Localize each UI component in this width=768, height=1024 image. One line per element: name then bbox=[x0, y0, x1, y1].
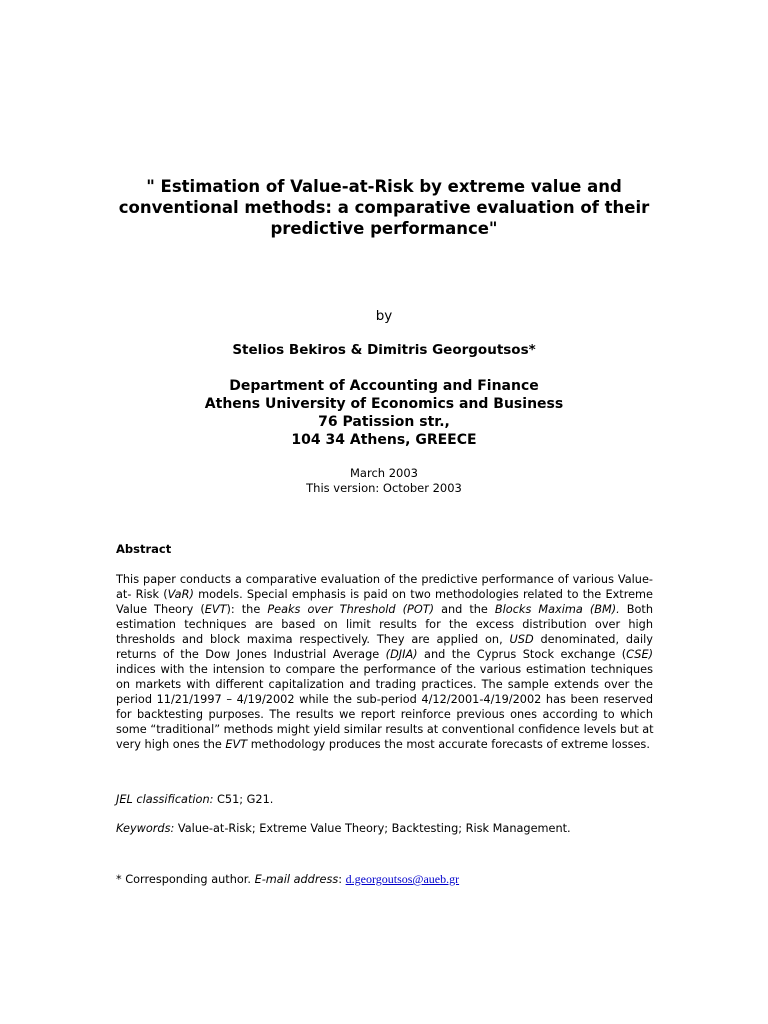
paper-title-line-3: predictive performance" bbox=[270, 219, 498, 238]
abstract-line: at- Risk (VaR) models. Special emphasis is paid on two methodologies related to the Extreme bbox=[116, 588, 653, 601]
abstract-line: for backtesting purposes. The results we report reinforce previous ones according to which bbox=[116, 708, 653, 721]
affiliation-department: Department of Accounting and Finance bbox=[229, 378, 539, 394]
keywords-label: Keywords: bbox=[116, 822, 175, 835]
abstract-line: period 11/21/1997 – 4/19/2002 while the sub-period 4/12/2001-4/19/2002 has been reserved bbox=[116, 693, 653, 706]
by-label: by bbox=[375, 308, 393, 324]
affiliation-city: 104 34 Athens, GREECE bbox=[291, 432, 477, 448]
abstract-line: This paper conducts a comparative evaluation of the predictive performance of various Value- bbox=[116, 573, 653, 586]
email-label: E-mail address bbox=[254, 873, 339, 886]
abstract-line: returns of the Dow Jones Industrial Average (DJIA) and the Cyprus Stock exchange (CSE) bbox=[116, 648, 653, 661]
abstract-body bbox=[116, 572, 653, 752]
keywords-value: Value-at-Risk; Extreme Value Theory; Backtesting; Risk Management. bbox=[174, 822, 571, 835]
corresponding-author-footnote bbox=[116, 872, 459, 887]
dates bbox=[0, 466, 768, 496]
keywords bbox=[116, 822, 571, 835]
abstract-heading: Abstract bbox=[116, 542, 172, 556]
abstract-line: Value Theory (EVT): the Peaks over Threshold (POT) and the Blocks Maxima (BM). Both bbox=[116, 603, 654, 616]
date-original: March 2003 bbox=[350, 466, 418, 480]
authors: Stelios Bekiros & Dimitris Georgoutsos* bbox=[232, 342, 536, 358]
abstract-line: estimation techniques are based on limit results for the excess distribution over high bbox=[116, 618, 653, 631]
footnote-colon: : bbox=[338, 873, 346, 886]
paper-title-line-1: " Estimation of Value-at-Risk by extreme value and bbox=[146, 177, 622, 196]
jel-classification bbox=[116, 793, 273, 806]
date-version: This version: October 2003 bbox=[306, 481, 462, 495]
abstract-line: thresholds and block maxima respectively. They are applied on, USD denominated, daily bbox=[116, 633, 653, 646]
affiliation bbox=[0, 377, 768, 449]
affiliation-university: Athens University of Economics and Business bbox=[204, 396, 564, 412]
abstract-line: on markets with different capitalization and trading practices. The sample extends over the bbox=[116, 678, 653, 691]
paper-title-line-2: conventional methods: a comparative evaluation of their bbox=[118, 198, 650, 217]
footnote-prefix: * Corresponding author. bbox=[116, 873, 255, 886]
email-link[interactable]: d.georgoutsos@aueb.gr bbox=[345, 872, 460, 886]
paper-title bbox=[100, 176, 668, 239]
abstract-line: some “traditional” methods might yield similar results at conventional confidence levels but at bbox=[116, 723, 654, 736]
jel-value: C51; G21. bbox=[213, 793, 274, 806]
jel-label: JEL classification: bbox=[116, 793, 214, 806]
abstract-line: very high ones the EVT methodology produces the most accurate forecasts of extreme losses. bbox=[116, 738, 650, 751]
affiliation-street: 76 Patission str., bbox=[318, 414, 450, 430]
abstract-line: indices with the intension to compare the performance of the various estimation techniques bbox=[116, 663, 653, 676]
